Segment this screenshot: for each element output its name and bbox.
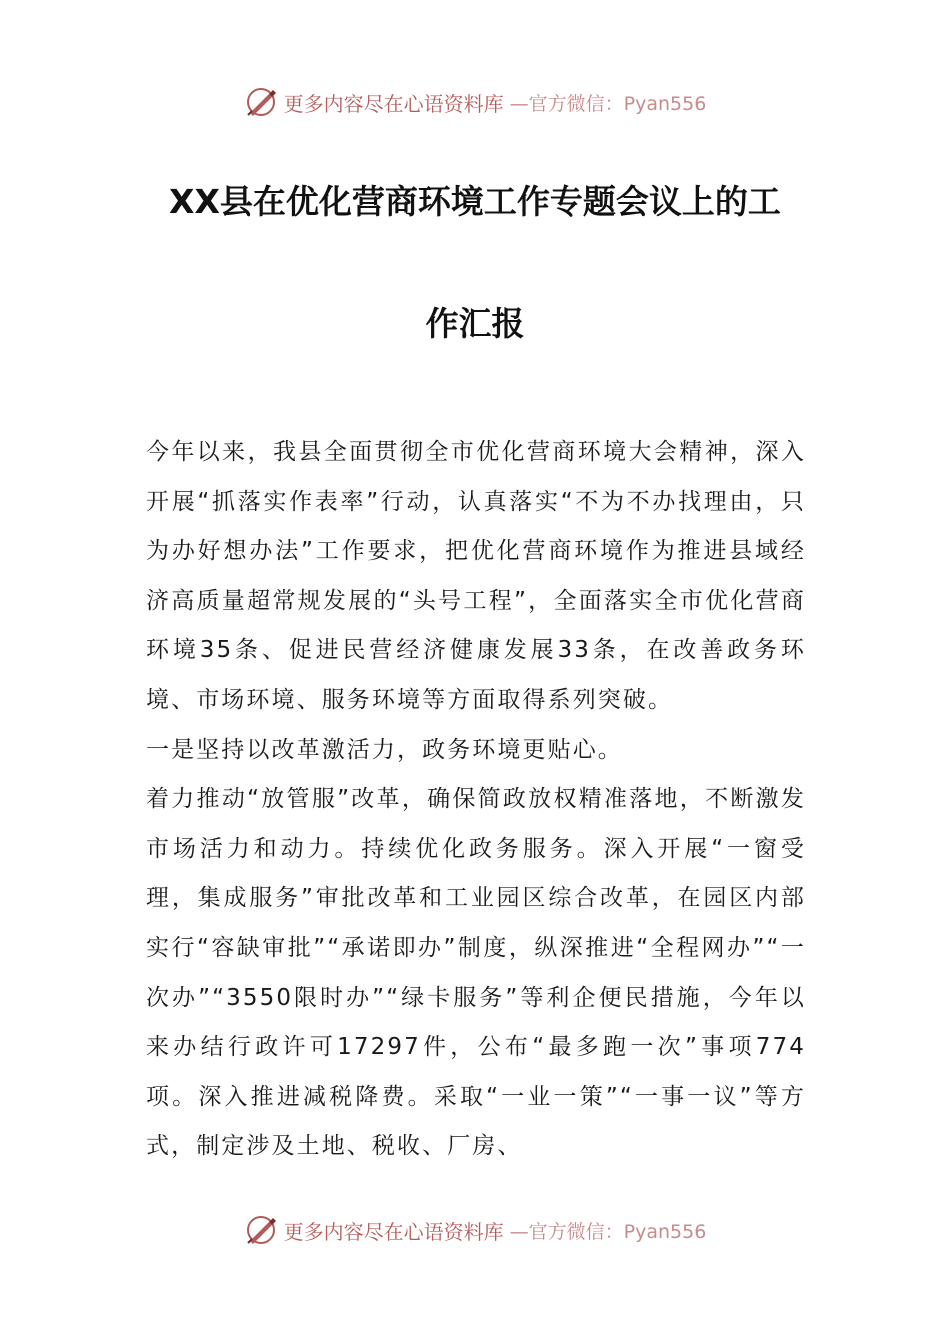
header-banner-sub-text: —官方微信：Pyan556 <box>509 92 707 115</box>
body-paragraph-1: 今年以来，我县全面贯彻全市优化营商环境大会精神，深入开展“抓落实作表率”行动，认真落实“不为不办找理由，只为办好想办法”工作要求，把优化营商环境作为推进县域经济高质量超常规发展的“头号工程”，全面落实全市优化营商环境35条、促进民营经济健康发展33条，在改善政务环境、市场环境、服务环境等方面取得系列突破。 <box>146 439 806 713</box>
footer-banner-sub-text: —官方微信：Pyan556 <box>509 1220 707 1243</box>
document-body <box>146 428 806 1172</box>
pen-circle-logo-icon <box>244 1213 278 1247</box>
header-banner <box>0 82 950 122</box>
header-banner-main-text: 更多内容尽在心语资料库 <box>283 91 504 116</box>
document-title-line-2: 作汇报 <box>425 304 525 343</box>
pen-circle-logo-icon <box>244 85 278 119</box>
body-paragraph-3: 着力推动“放管服”改革，确保简政放权精准落地，不断激发市场活力和动力。持续优化政务服务。深入开展“一窗受理，集成服务”审批改革和工业园区综合改革，在园区内部实行“容缺审批”“承诺即办”制度，纵深推进“全程网办”“一次办”“3550限时办”“绿卡服务”等利企便民措施，今年以来办结行政许可17297件，公布“最多跑一次”事项774项。深入推进减税降费。采取“一业一策”“一事一议”等方式，制定涉及土地、税收、厂房、 <box>146 786 806 1160</box>
footer-banner-main-text: 更多内容尽在心语资料库 <box>283 1219 504 1244</box>
document-title-line-1: XX县在优化营商环境工作专题会议上的工 <box>169 182 781 221</box>
body-paragraph-2: 一是坚持以改革激活力，政务环境更贴心。 <box>146 736 623 763</box>
footer-banner <box>0 1210 950 1250</box>
